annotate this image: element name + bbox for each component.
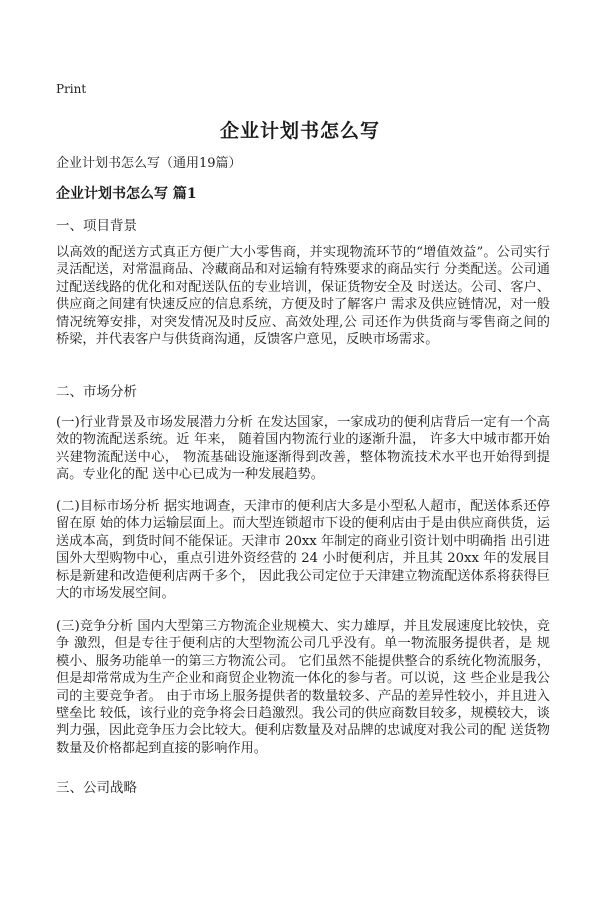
heading-project-background: 一、项目背景 (56, 218, 137, 234)
section-title: 企业计划书怎么写 篇1 (56, 186, 197, 202)
document-subtitle: 企业计划书怎么写（通用19篇） (56, 156, 242, 171)
paragraph-project-background: 以高效的配送方式真正方便广大小零售商，并实现物流环节的“增值效益”。公司实行灵活配送，对常温商品、冷藏商品和对运输有特殊要求的商品实行 分类配送。公司通过配送线路的优化和对配送队伍的专业培训，保证货物安全及 时送达。公司、客户、供应商之间建有快速反应的信息系统，方便及时了解客户 需求及供应链情况，对一般情况统筹安排，对突发情况及时反应、高效处理,公 司还作为供货商与零售商之间的桥梁，并代表客户与供货商沟通，反馈客户意见，反映市场需求。 (56, 245, 550, 348)
paragraph-industry-background: (一)行业背景及市场发展潜力分析 在发达国家，一家成功的便利店背后一定有一个高效的物流配送系统。近 年来， 随着国内物流行业的逐渐升温， 许多大中城市都开始兴建物流配送中心， 物流基础设施逐渐得到改善，整体物流技术水平也开始得到提高。专业化的配 送中心已成为一种发展趋势。 (56, 415, 550, 483)
paragraph-competition: (三)竞争分析 国内大型第三方物流企业规模大、实力雄厚，并且发展速度比较快，竞争 激烈，但是专往于便利店的大型物流公司几乎没有。单一物流服务提供者，是 规模小、服务功能单一的第三方物流公司。 它们虽然不能提供整合的系统化物流服务，但是却常常成为生产企业和商贸企业物流一体化的参与者。可以说，这 些企业是我公司的主要竞争者。 由于市场上服务提供者的数量较多、产品的差异性较小，并且进入壁垒比 较低，该行业的竞争将会日趋激烈。我公司的供应商数目较多，规模较大，谈 判力强，因此竞争压力会比较大。便利店数量及对品牌的忠诚度对我公司的配 送货物数量及价格都起到直接的影响作用。 (56, 619, 550, 756)
heading-market-analysis: 二、市场分析 (56, 384, 137, 400)
paragraph-target-market: (二)目标市场分析 据实地调查，天津市的便利店大多是小型私人超市，配送体系还停留在原 始的体力运输层面上。而大型连锁超市下设的便利店由于是由供应商供货，运 送成本高，到货时间不能保证。天津市 20xx 年制定的商业引资计划中明确指 出引进国外大型购物中心，重点引进外资经营的 24 小时便利店，并且其 20xx 年的发展目标是新建和改造便利店两千多个， 因此我公司定位于天津建立物流配送体系将获得巨大的市场发展空间。 (56, 499, 550, 602)
document-title: 企业计划书怎么写 (219, 120, 380, 142)
heading-company-strategy: 三、公司战略 (56, 780, 137, 796)
print-link[interactable]: Print (56, 82, 87, 96)
